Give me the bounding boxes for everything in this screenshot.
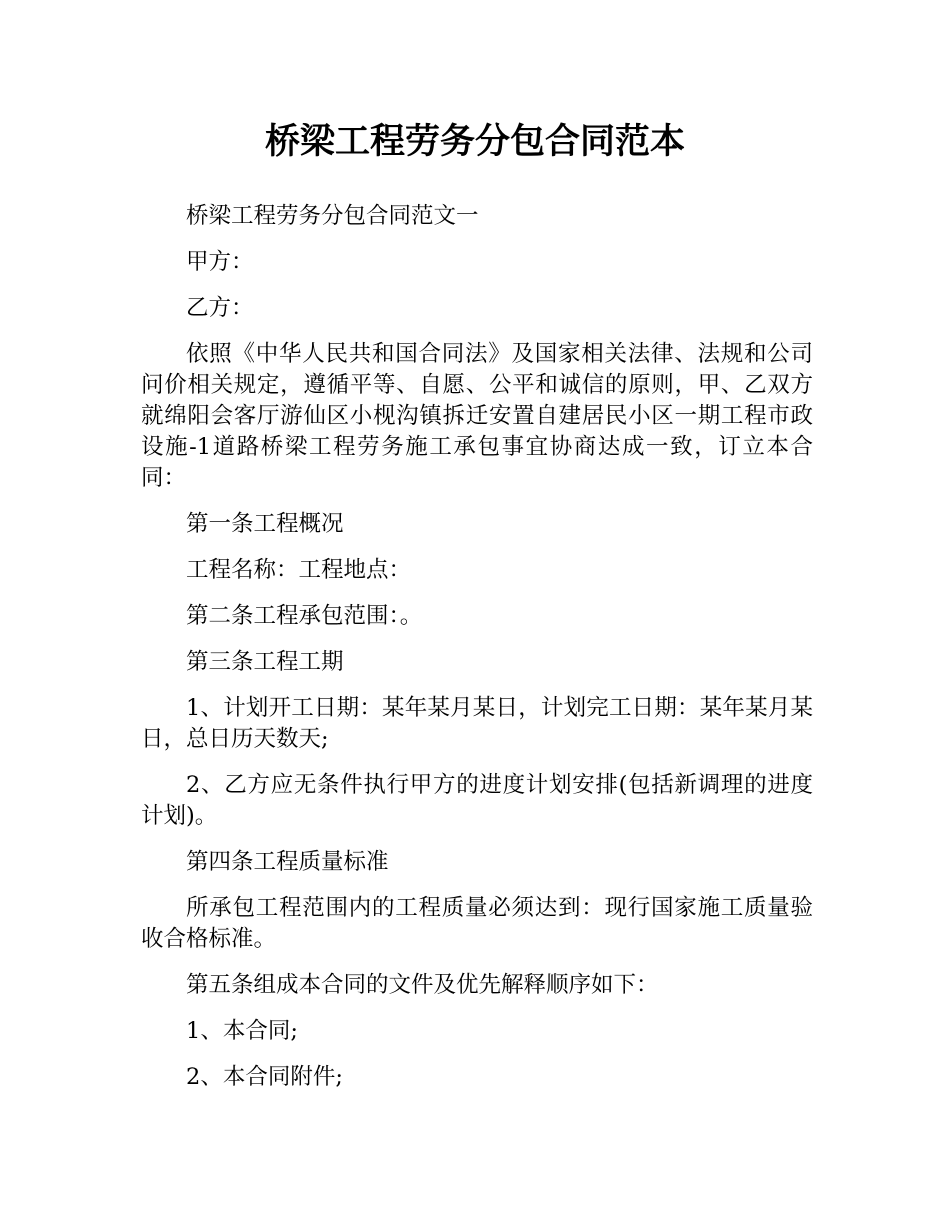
paragraph-party-b: 乙方： [186,295,254,321]
paragraph-schedule-item-1: 1、计划开工日期：某年某月某日，计划完工日期：某年某月某日，总日历天数天; [141,695,813,752]
paragraph-article-1-heading: 第一条工程概况 [186,511,344,537]
document-body [141,201,813,1108]
paragraph-schedule-item-2: 2、乙方应无条件执行甲方的进度计划安排(包括新调理的进度计划)。 [141,772,813,829]
paragraph-article-3-heading: 第三条工程工期 [186,649,344,675]
paragraph-document-item-2: 2、本合同附件; [186,1064,343,1090]
paragraph-article-4-heading: 第四条工程质量标准 [186,849,389,875]
paragraph-party-a: 甲方： [186,249,254,275]
paragraph-document-item-1: 1、本合同; [186,1018,298,1044]
document-title: 桥梁工程劳务分包合同范本 [264,122,685,162]
paragraph-quality-standard: 所承包工程范围内的工程质量必须达到：现行国家施工质量验收合格标准。 [141,895,813,952]
paragraph-article-2-heading: 第二条工程承包范围：。 [186,603,423,629]
paragraph-preamble: 依照《中华人民共和国合同法》及国家相关法律、法规和公司问价相关规定，遵循平等、自愿、公平和诚信的原则，甲、乙双方就绵阳会客厅游仙区小枧沟镇拆迁安置自建居民小区一期工程市政设施-1道路桥梁工程劳务施工承包事宜协商达成一致，订立本合同： [141,341,813,491]
paragraph-article-5-heading: 第五条组成本合同的文件及优先解释顺序如下： [186,972,659,998]
paragraph-project-name-location: 工程名称：工程地点： [186,557,412,583]
paragraph-subtitle: 桥梁工程劳务分包合同范文一 [186,203,479,229]
